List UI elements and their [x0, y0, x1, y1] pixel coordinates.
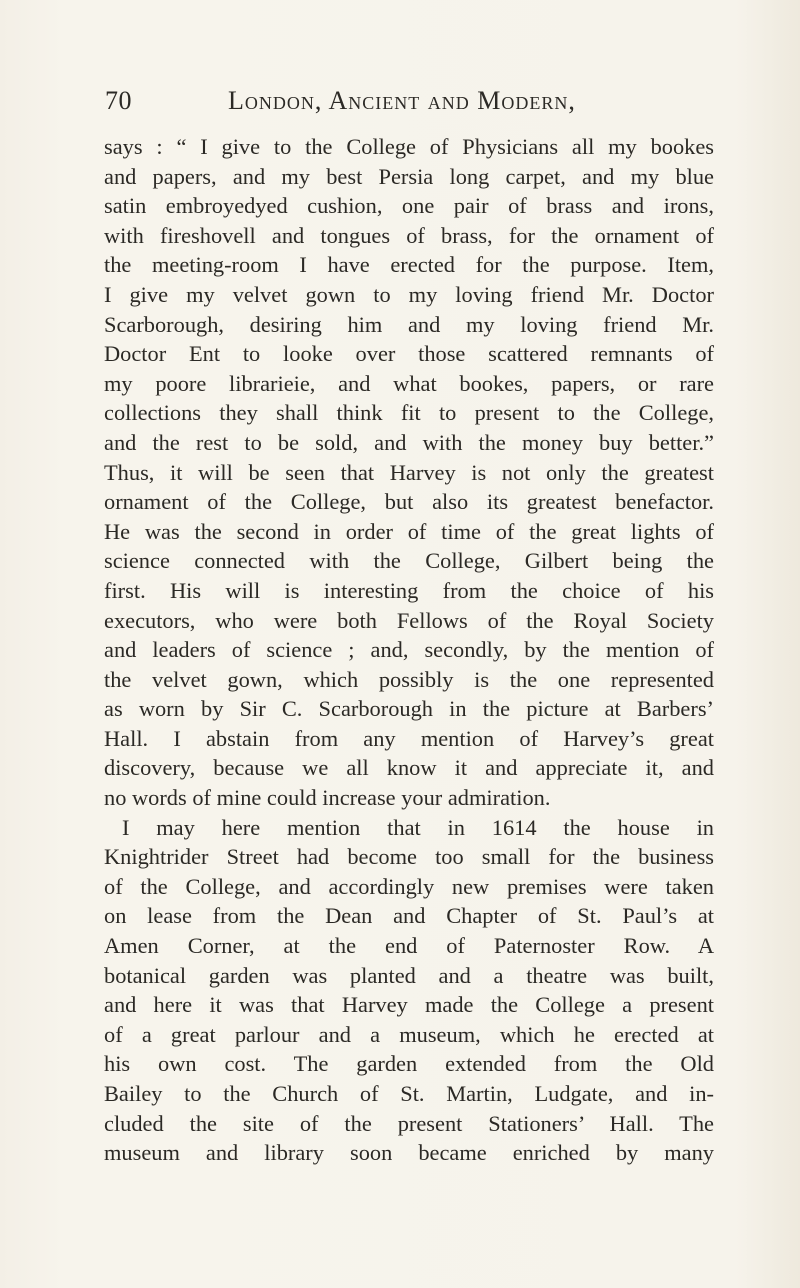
text-line: no words of mine could increase your admiration.	[104, 785, 551, 811]
text-line: Scarborough, desiring him and my loving friend Mr.	[104, 311, 714, 337]
text-line: first. His will is interesting from the choice of his	[104, 577, 714, 603]
text-line: Doctor Ent to looke over those scattered remnants of	[104, 341, 714, 367]
text-line: on lease from the Dean and Chapter of St. Paul’s at	[104, 903, 714, 929]
text-line: the meeting-room I have erected for the purpose. Item,	[104, 252, 714, 278]
text-line: cluded the site of the present Stationers’ Hall. The	[104, 1110, 714, 1136]
text-line: executors, who were both Fellows of the Royal Society	[104, 607, 714, 633]
text-line: and the rest to be sold, and with the money buy better.”	[104, 429, 714, 455]
text-line: and here it was that Harvey made the College a present	[104, 992, 714, 1018]
text-line: his own cost. The garden extended from the Old	[104, 1051, 714, 1077]
text-line: collections they shall think fit to present to the College,	[104, 400, 714, 426]
text-line: with fireshovell and tongues of brass, for the ornament of	[104, 222, 714, 248]
text-line: ornament of the College, but also its greatest benefactor.	[104, 489, 714, 515]
text-line: Hall. I abstain from any mention of Harvey’s great	[104, 725, 714, 751]
text-line: my poore librarieie, and what bookes, papers, or rare	[104, 370, 714, 396]
page-number: 70	[105, 86, 132, 115]
text-line: museum and library soon became enriched by many	[104, 1140, 714, 1166]
text-line: satin embroyedyed cushion, one pair of brass and irons,	[104, 193, 714, 219]
text-line: Thus, it will be seen that Harvey is not only the greatest	[104, 459, 714, 485]
text-line: Knightrider Street had become too small for the business	[104, 844, 714, 870]
text-line: and papers, and my best Persia long carpet, and my blue	[104, 163, 714, 189]
text-line: of a great parlour and a museum, which he erected at	[104, 1021, 714, 1047]
text-line: science connected with the College, Gilbert being the	[104, 548, 714, 574]
text-line: botanical garden was planted and a theatre was built,	[104, 962, 714, 988]
text-line: I may here mention that in 1614 the house in	[122, 814, 714, 840]
body-text	[104, 132, 714, 1168]
text-line: the velvet gown, which possibly is the one represented	[104, 666, 714, 692]
page-header	[105, 86, 625, 120]
running-title: London, Ancient and Modern,	[228, 86, 576, 115]
text-line: Amen Corner, at the end of Paternoster Row. A	[104, 933, 714, 959]
text-line: I give my velvet gown to my loving friend Mr. Doctor	[104, 281, 714, 307]
text-line: He was the second in order of time of the great lights of	[104, 518, 714, 544]
text-line: as worn by Sir C. Scarborough in the picture at Barbers’	[104, 696, 714, 722]
text-line: of the College, and accordingly new premises were taken	[104, 873, 714, 899]
text-line: Bailey to the Church of St. Martin, Ludgate, and in-	[104, 1081, 714, 1106]
text-line: discovery, because we all know it and appreciate it, and	[104, 755, 714, 781]
text-line: says : “ I give to the College of Physicians all my bookes	[104, 134, 714, 159]
text-line: and leaders of science ; and, secondly, by the mention of	[104, 637, 714, 663]
